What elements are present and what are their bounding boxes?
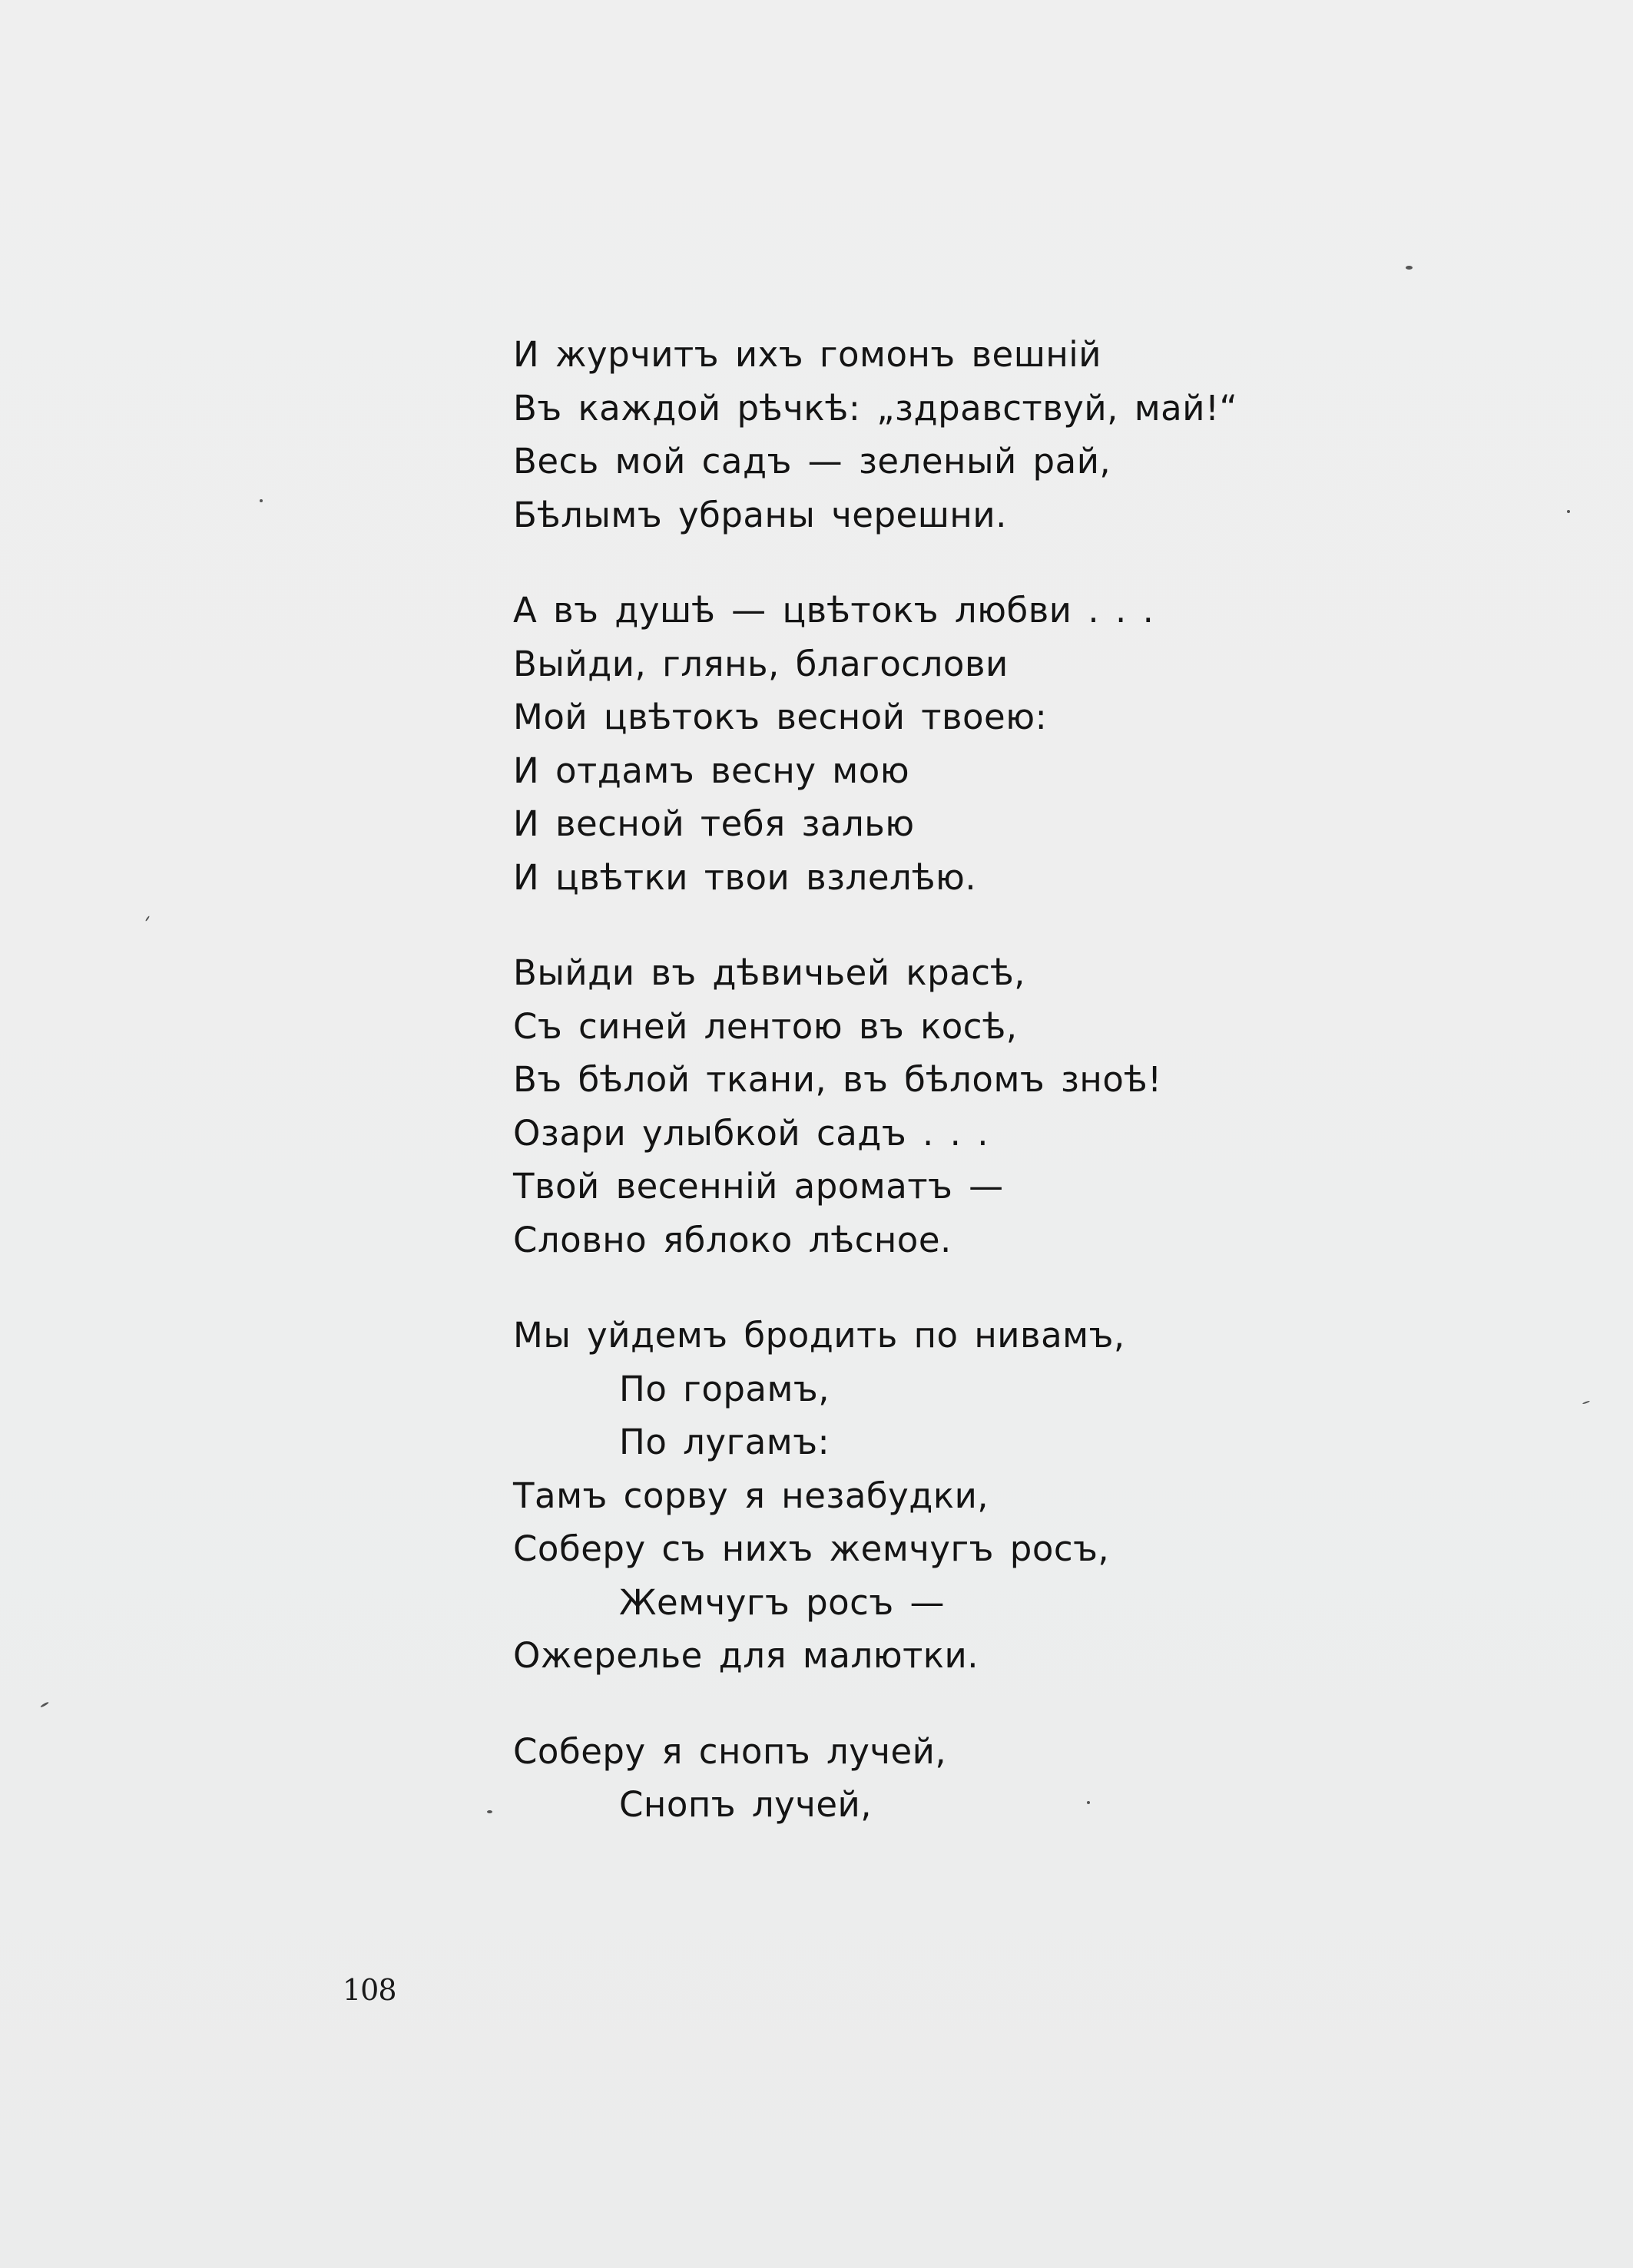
poem-line: Тамъ сорву я незабудки, xyxy=(513,1475,989,1516)
poem-line-indented: По горамъ, xyxy=(619,1368,830,1409)
poem-line: Ожерелье для малютки. xyxy=(513,1635,979,1676)
poem-line: Мы уйдемъ бродить по нивамъ, xyxy=(513,1315,1125,1356)
poem-line-indented: По лугамъ: xyxy=(619,1422,830,1462)
page-number: 108 xyxy=(343,1973,396,2007)
stanza xyxy=(513,1725,1358,1832)
poem-line: И журчитъ ихъ гомонъ вешній xyxy=(513,334,1102,375)
poem-line-indented: Снопъ лучей, xyxy=(619,1784,873,1825)
stanza xyxy=(513,1309,1358,1683)
poem-line: Выйди въ дѣвичьей красѣ, xyxy=(513,952,1025,993)
poem-line: Словно яблоко лѣсное. xyxy=(513,1219,952,1260)
poem-line: Бѣлымъ убраны черешни. xyxy=(513,494,1007,535)
stanza xyxy=(513,328,1358,541)
poem-line: Соберу съ нихъ жемчугъ росъ, xyxy=(513,1528,1110,1569)
paper-speck xyxy=(1087,1801,1090,1804)
poem-line: Твой весенній ароматъ — xyxy=(513,1166,1004,1207)
poem-line: Съ синей лентою въ косѣ, xyxy=(513,1005,1018,1047)
stanza xyxy=(513,584,1358,904)
poem-line: Въ бѣлой ткани, въ бѣломъ зноѣ! xyxy=(513,1059,1162,1100)
paper-speck xyxy=(1567,510,1570,513)
paper-speck xyxy=(145,915,150,922)
paper-speck xyxy=(40,1701,49,1708)
paper-speck xyxy=(260,499,263,502)
poem-line: А въ душѣ — цвѣтокъ любви . . . xyxy=(513,590,1154,631)
poem-line: Соберу я снопъ лучей, xyxy=(513,1730,947,1772)
poem-line-indented: Жемчугъ росъ — xyxy=(619,1581,945,1623)
poem-line: И отдамъ весну мою xyxy=(513,750,910,791)
paper-speck xyxy=(1582,1400,1590,1404)
poem-line: И цвѣтки твои взлелѣю. xyxy=(513,856,977,898)
poem-line: Въ каждой рѣчкѣ: „здравствуй, май!“ xyxy=(513,387,1238,429)
poem-text xyxy=(513,328,1358,1874)
poem-line: Выйди, глянь, благослови xyxy=(513,643,1009,684)
paper-speck xyxy=(1406,266,1413,270)
poem-line: Озари улыбкой садъ . . . xyxy=(513,1112,989,1154)
poem-line: Весь мой садъ — зеленый рай, xyxy=(513,441,1111,482)
stanza xyxy=(513,946,1358,1266)
poem-line: И весной тебя залью xyxy=(513,803,915,844)
paper-speck xyxy=(487,1810,492,1813)
poem-line: Мой цвѣтокъ весной твоею: xyxy=(513,697,1048,737)
